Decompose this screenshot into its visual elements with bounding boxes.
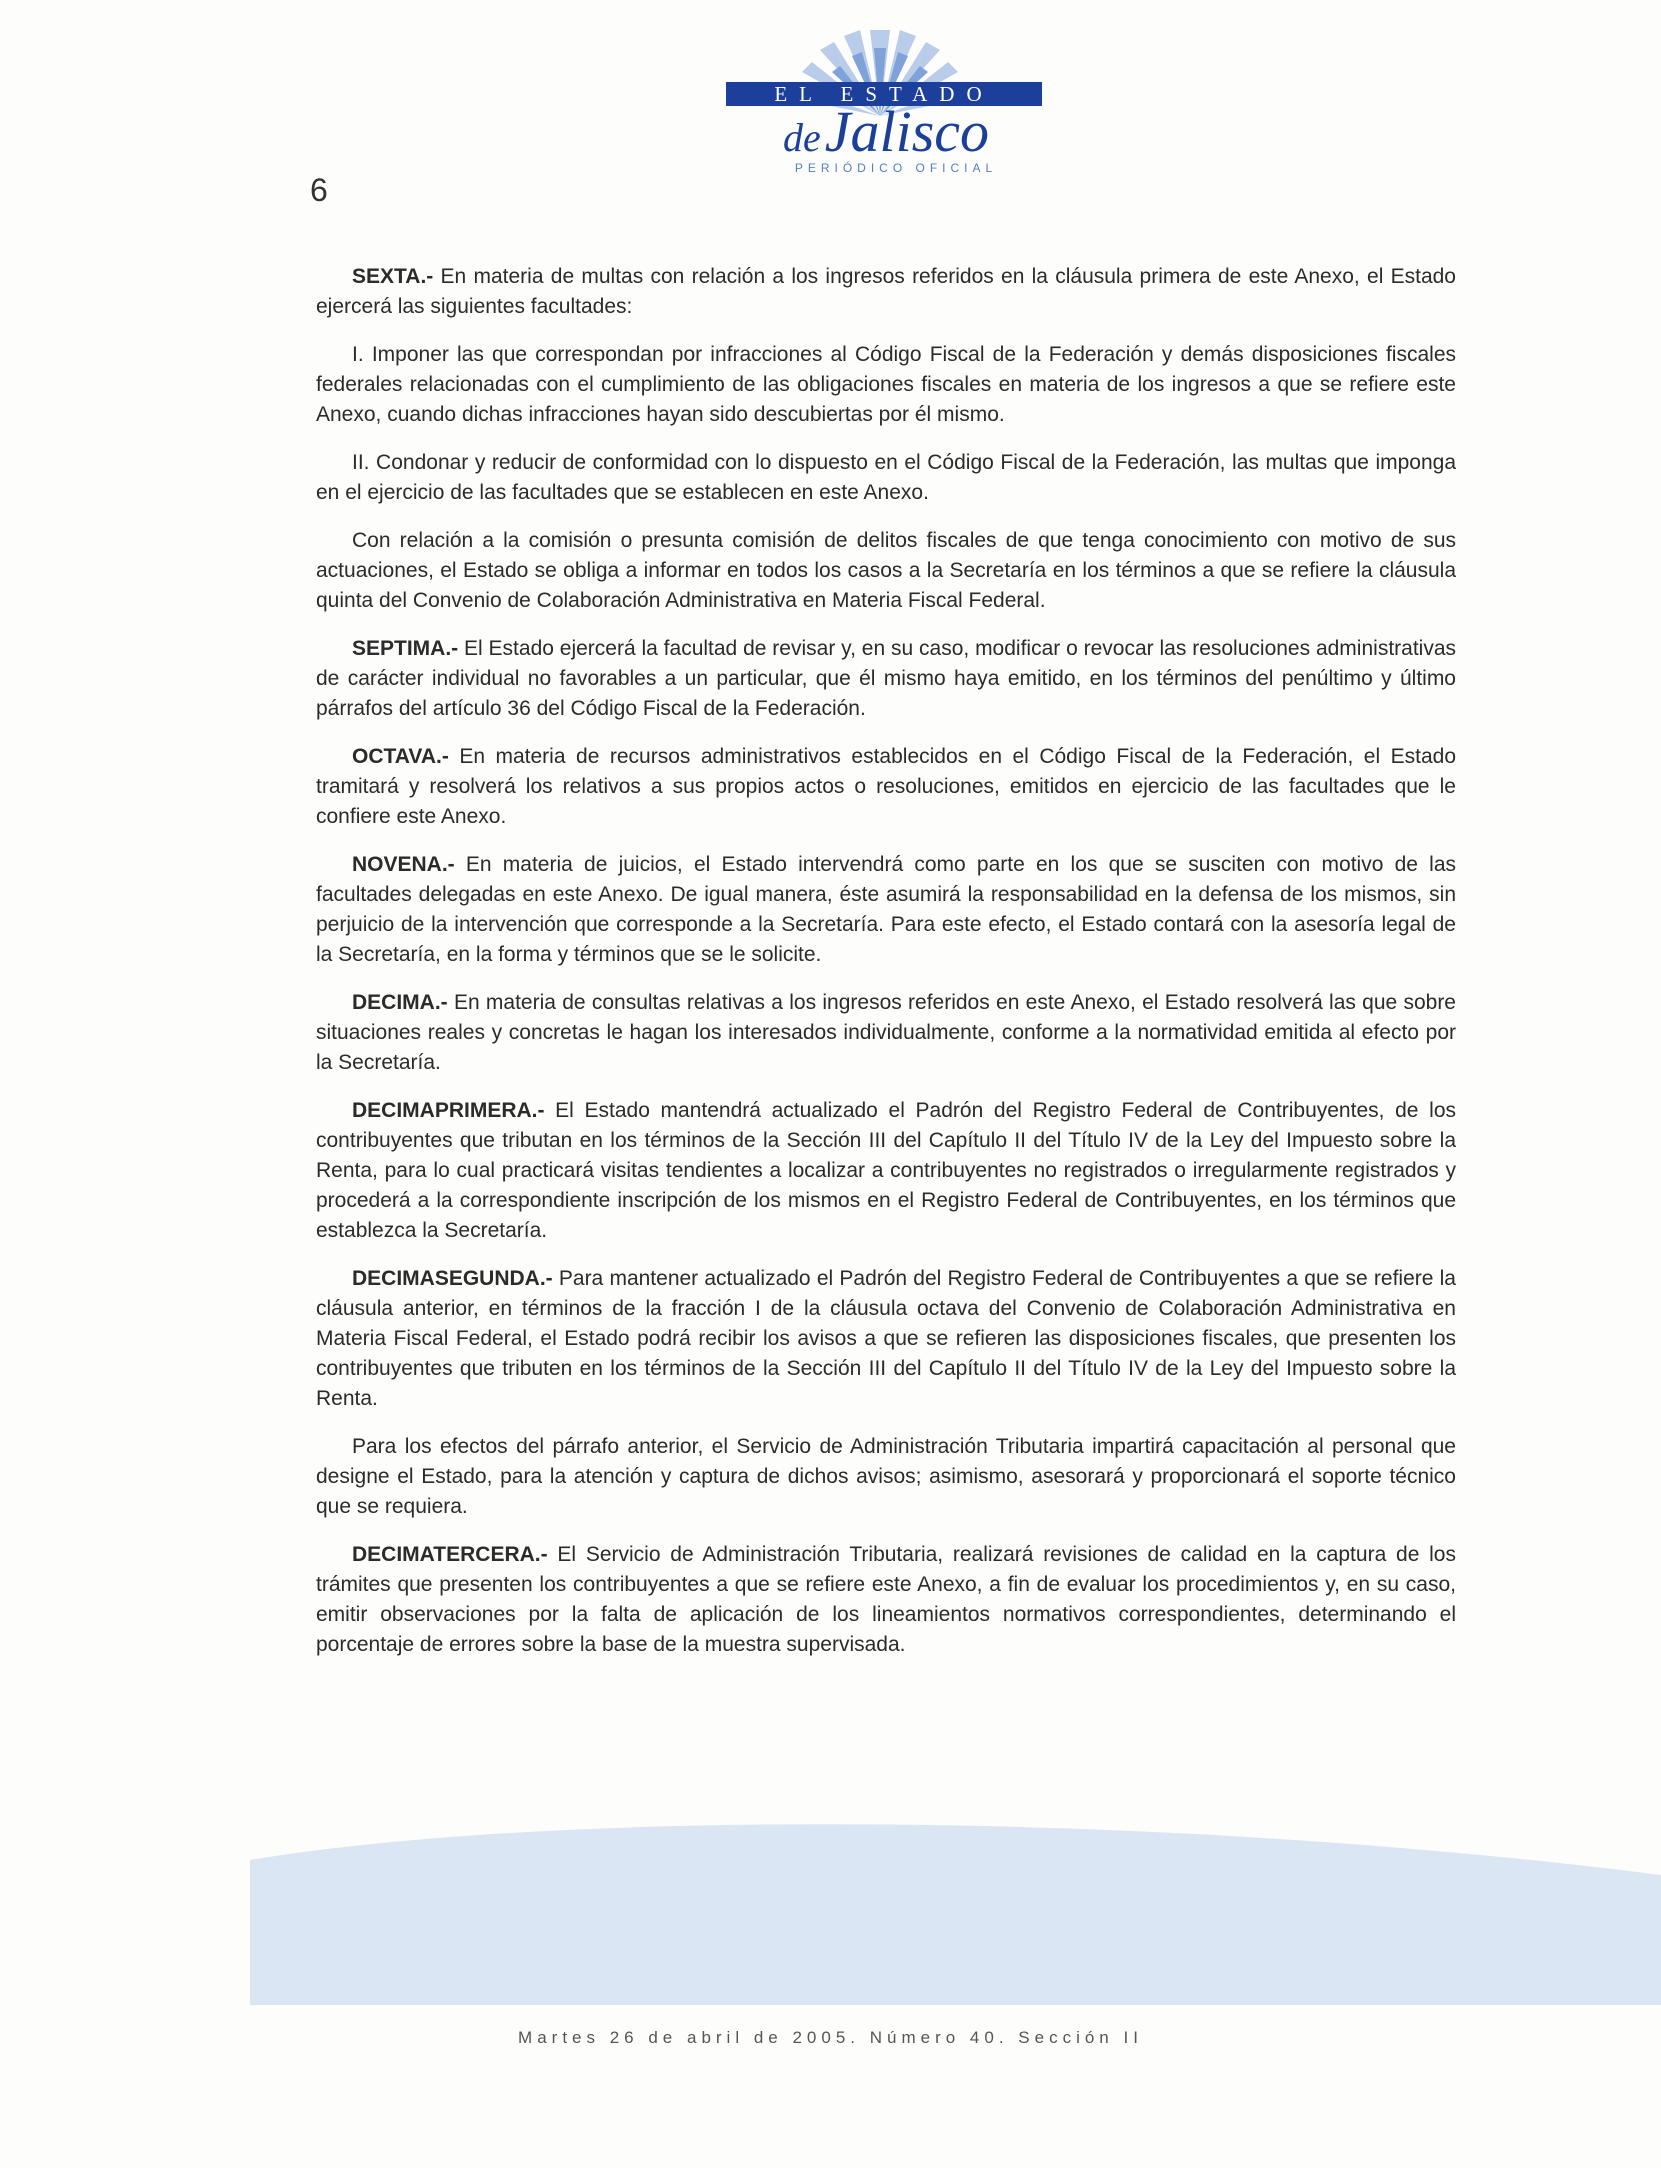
- paragraph-text: El Estado ejercerá la facultad de revisar y, en su caso, modificar o revocar las resoluciones administrativas de carácter individual no favorables a un particular, que él mismo haya emitido, en los términos del penúltimo y último párrafos del artículo 36 del Código Fiscal de la Federación.: [316, 637, 1456, 720]
- paragraph-text: El Estado mantendrá actualizado el Padrón del Registro Federal de Contribuyentes, de los contribuyentes que tributan en los términos de la Sección III del Capítulo II del Título IV de la Ley del Impuesto sobre la Renta, para lo cual practicará visitas tendientes a localizar a contribuyentes no registrados o irregularmente registrados y procederá a la correspondiente inscripción de los mismos en el Registro Federal de Contribuyentes, en los términos que establezca la Secretaría.: [316, 1099, 1456, 1242]
- masthead-banner: EL ESTADO: [726, 82, 1042, 106]
- paragraph-sexta-fraction-ii: [316, 448, 1456, 508]
- paragraph-text: II. Condonar y reducir de conformidad con lo dispuesto en el Código Fiscal de la Federación, las multas que imponga en el ejercicio de las facultades que se establecen en este Anexo.: [316, 451, 1456, 504]
- clause-heading: DECIMATERCERA.-: [352, 1543, 548, 1566]
- paragraph-decima: [316, 988, 1456, 1078]
- paragraph-text: En materia de multas con relación a los ingresos referidos en la cláusula primera de este Anexo, el Estado ejercerá las siguientes facultades:: [316, 265, 1456, 318]
- clause-heading: OCTAVA.-: [352, 745, 449, 768]
- paragraph-decimatercera: [316, 1540, 1456, 1660]
- masthead-brand: [776, 99, 996, 164]
- paragraph-septima: [316, 634, 1456, 724]
- clause-heading: SEPTIMA.-: [352, 637, 459, 660]
- paragraph-text: El Servicio de Administración Tributaria, realizará revisiones de calidad en la captura de los trámites que presenten los contribuyentes a que se refiere este Anexo, a fin de evaluar los procedimientos y, en su caso, emitir observaciones por la falta de aplicación de los lineamientos normativos correspondientes, determinando el porcentaje de errores sobre la base de la muestra supervisada.: [316, 1543, 1456, 1656]
- clause-heading: SEXTA.-: [352, 265, 434, 288]
- paragraph-text: En materia de consultas relativas a los ingresos referidos en este Anexo, el Estado resolverá las que sobre situaciones reales y concretas le hagan los interesados individualmente, conforme a la normatividad emitida al efecto por la Secretaría.: [316, 991, 1456, 1074]
- paragraph-text: En materia de juicios, el Estado intervendrá como parte en los que se susciten con motivo de las facultades delegadas en este Anexo. De igual manera, éste asumirá la responsabilidad en la defensa de los mismos, sin perjuicio de la intervención que corresponde a la Secretaría. Para este efecto, el Estado contará con la asesoría legal de la Secretaría, en la forma y términos que se le solicite.: [316, 853, 1456, 966]
- paragraph-novena: [316, 850, 1456, 970]
- page-number: 6: [310, 172, 328, 208]
- brand-prefix: de: [782, 115, 821, 160]
- clause-heading: DECIMASEGUNDA.-: [352, 1267, 553, 1290]
- clause-heading: DECIMA.-: [352, 991, 448, 1014]
- footer-date-issue: Martes 26 de abril de 2005. Número 40. Sección II: [518, 2028, 1143, 2047]
- paragraph-text: Para mantener actualizado el Padrón del Registro Federal de Contribuyentes a que se refiere la cláusula anterior, en términos de la fracción I de la cláusula octava del Convenio de Colaboración Administrativa en Materia Fiscal Federal, el Estado podrá recibir los avisos a que se refieren las disposiciones fiscales, que presenten los contribuyentes que tributen en los términos de la Sección III del Capítulo II del Título IV de la Ley del Impuesto sobre la Renta.: [316, 1267, 1456, 1410]
- brand-name: Jalisco: [824, 99, 990, 164]
- paragraph-delitos-fiscales: [316, 526, 1456, 616]
- clause-heading: NOVENA.-: [352, 853, 455, 876]
- document-body: [316, 262, 1456, 1678]
- masthead-tagline: PERIÓDICO OFICIAL: [794, 161, 998, 175]
- paragraph-sexta: [316, 262, 1456, 322]
- paragraph-text: En materia de recursos administrativos establecidos en el Código Fiscal de la Federación, el Estado tramitará y resolverá los relativos a sus propios actos o resoluciones, emitidos en ejercicio de las facultades que le confiere este Anexo.: [316, 745, 1456, 828]
- paragraph-text: I. Imponer las que correspondan por infracciones al Código Fiscal de la Federación y demás disposiciones fiscales federales relacionadas con el cumplimiento de las obligaciones fiscales en materia de los ingresos a que se refiere este Anexo, cuando dichas infracciones hayan sido descubiertas por él mismo.: [316, 343, 1456, 426]
- paragraph-text: Con relación a la comisión o presunta comisión de delitos fiscales de que tenga conocimiento con motivo de sus actuaciones, el Estado se obliga a informar en todos los casos a la Secretaría en los términos a que se refiere la cláusula quinta del Convenio de Colaboración Administrativa en Materia Fiscal Federal.: [316, 529, 1456, 612]
- decorative-wave: [250, 1820, 1661, 2005]
- paragraph-text: Para los efectos del párrafo anterior, el Servicio de Administración Tributaria impartirá capacitación al personal que designe el Estado, para la atención y captura de dichos avisos; asimismo, asesorará y proporcionará el soporte técnico que se requiera.: [316, 1435, 1456, 1518]
- clause-heading: DECIMAPRIMERA.-: [352, 1099, 545, 1122]
- masthead: [720, 28, 1050, 178]
- paragraph-sexta-fraction-i: [316, 340, 1456, 430]
- paragraph-capacitacion: [316, 1432, 1456, 1522]
- paragraph-decimasegunda: [316, 1264, 1456, 1414]
- paragraph-decimaprimera: [316, 1096, 1456, 1246]
- paragraph-octava: [316, 742, 1456, 832]
